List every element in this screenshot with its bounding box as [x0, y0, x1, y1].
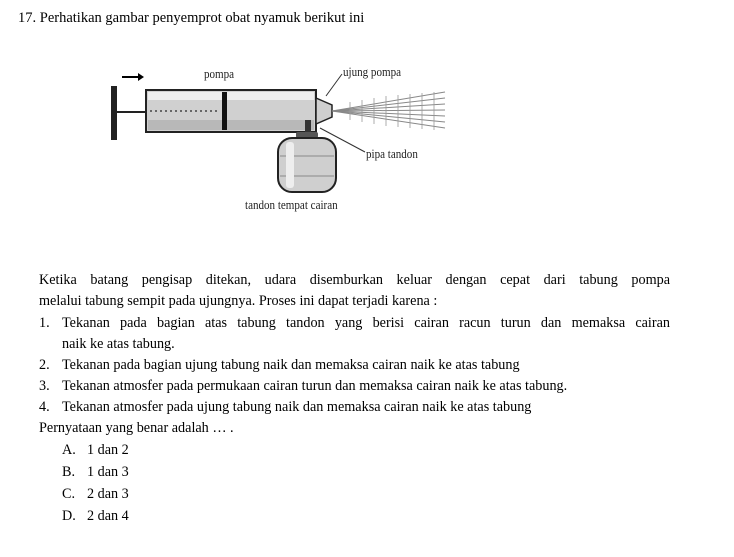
statement-text: Tekanan atmosfer pada permukaan cairan turun dan memaksa cairan naik ke atas tabung.: [62, 378, 568, 394]
label-pipa-tandon: pipa tandon: [366, 146, 418, 161]
leader-ujung: [326, 74, 342, 96]
pump-handle: [111, 86, 117, 140]
statement-text: Tekanan atmosfer pada ujung tabung naik dan memaksa cairan naik ke atas tabung: [62, 399, 532, 415]
cylinder-highlight: [148, 92, 314, 100]
statement-number: 3.: [39, 378, 50, 394]
cylinder-shadow: [148, 120, 314, 130]
label-ujung-pompa: ujung pompa: [343, 64, 402, 79]
intro-paragraph: [39, 270, 670, 312]
label-pompa: pompa: [204, 66, 235, 81]
option-letter: A.: [62, 442, 76, 458]
option-text: 1 dan 3: [87, 464, 129, 480]
question-title: 17. Perhatikan gambar penyemprot obat nyamuk berikut ini: [18, 10, 365, 26]
pump-nozzle: [316, 98, 332, 124]
sprayer-figure: [100, 62, 460, 222]
option-letter: C.: [62, 486, 76, 502]
statement-number: 1.: [39, 315, 50, 331]
option-text: 2 dan 3: [87, 486, 129, 502]
pipa-tandon: [305, 120, 311, 134]
statement-text: Tekanan pada bagian atas tabung tandon yang berisi cairan racun turun dan memaksa cairan: [62, 315, 670, 331]
statement-number: 4.: [39, 399, 50, 415]
answer-prompt: Pernyataan yang benar adalah … .: [39, 420, 234, 436]
option-text: 1 dan 2: [87, 442, 129, 458]
option-letter: B.: [62, 464, 76, 480]
intro-line-2: melalui tabung sempit pada ujungnya. Proses ini dapat terjadi karena :: [39, 293, 438, 309]
spray-lines: [332, 92, 445, 128]
option-text: 2 dan 4: [87, 508, 129, 524]
statement-number: 2.: [39, 357, 50, 373]
piston: [222, 92, 227, 130]
intro-line-1: Ketika batang pengisap ditekan, udara disemburkan keluar dengan cepat dari tabung pompa: [39, 272, 670, 288]
statement-text-cont: naik ke atas tabung.: [62, 336, 175, 352]
statement-text: Tekanan pada bagian ujung tabung naik dan memaksa cairan naik ke atas tabung: [62, 357, 520, 373]
label-tandon: tandon tempat cairan: [245, 197, 338, 212]
push-arrow-icon: [122, 73, 144, 81]
option-letter: D.: [62, 508, 76, 524]
